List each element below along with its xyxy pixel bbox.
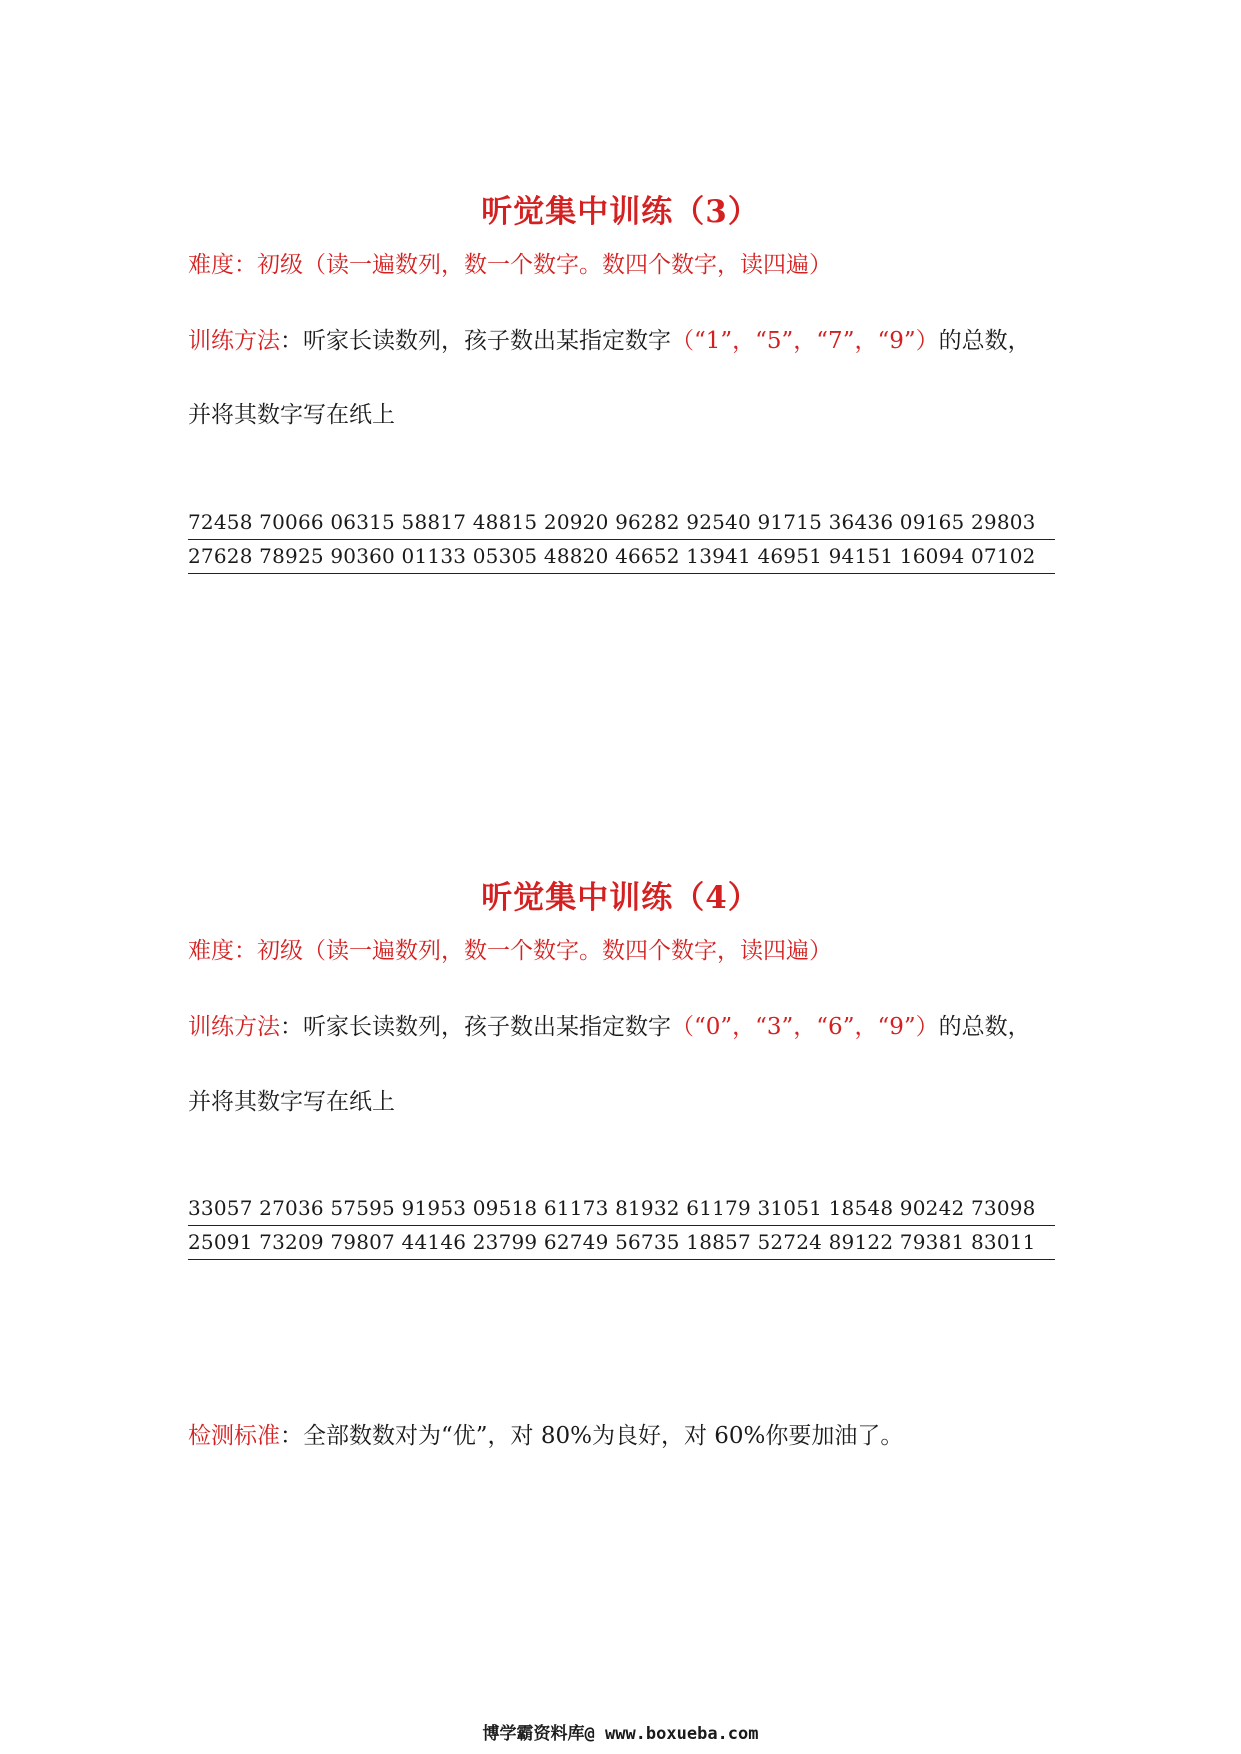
method-line-3	[188, 322, 1031, 355]
footer-watermark: 博学霸资料库@ www.boxueba.com	[482, 1724, 759, 1744]
difficulty-4: 难度：初级（读一遍数列，数一个数字。数四个数字，读四遍）	[188, 938, 832, 964]
number-row: 72458 70066 06315 58817 48815 20920 96282 92540 91715 36436 09165 29803	[188, 506, 1055, 540]
method-digits-4: （“0”，“3”，“6”，“9”）	[671, 1014, 939, 1040]
method-colon-3: ：	[280, 328, 303, 354]
number-block-3	[188, 506, 1055, 574]
method-text-a-3: 听家长读数列，孩子数出某指定数字	[303, 328, 671, 354]
method-line2-3: 并将其数字写在纸上	[188, 402, 395, 428]
number-row: 27628 78925 90360 01133 05305 48820 46652 13941 46951 94151 16094 07102	[188, 540, 1055, 574]
method-label-4: 训练方法	[188, 1014, 280, 1040]
number-block-4	[188, 1192, 1055, 1260]
section-title-3: 听觉集中训练（3）	[481, 194, 760, 230]
method-label-3: 训练方法	[188, 328, 280, 354]
criteria-line	[188, 1417, 903, 1450]
method-line2-4: 并将其数字写在纸上	[188, 1089, 395, 1115]
number-row: 25091 73209 79807 44146 23799 62749 56735 18857 52724 89122 79381 83011	[188, 1226, 1055, 1260]
difficulty-3: 难度：初级（读一遍数列，数一个数字。数四个数字，读四遍）	[188, 252, 832, 278]
method-line-4	[188, 1008, 1031, 1041]
criteria-label: 检测标准	[188, 1423, 280, 1449]
method-text-a-4: 听家长读数列，孩子数出某指定数字	[303, 1014, 671, 1040]
number-row: 33057 27036 57595 91953 09518 61173 81932 61179 31051 18548 90242 73098	[188, 1192, 1055, 1226]
criteria-text: 全部数数对为“优”，对 80%为良好，对 60%你要加油了。	[303, 1423, 904, 1449]
method-text-b-3: 的总数，	[938, 328, 1031, 354]
method-colon-4: ：	[280, 1014, 303, 1040]
method-text-b-4: 的总数，	[938, 1014, 1031, 1040]
criteria-colon: ：	[280, 1423, 303, 1449]
section-title-4: 听觉集中训练（4）	[481, 880, 760, 916]
method-digits-3: （“1”，“5”，“7”，“9”）	[671, 328, 939, 354]
